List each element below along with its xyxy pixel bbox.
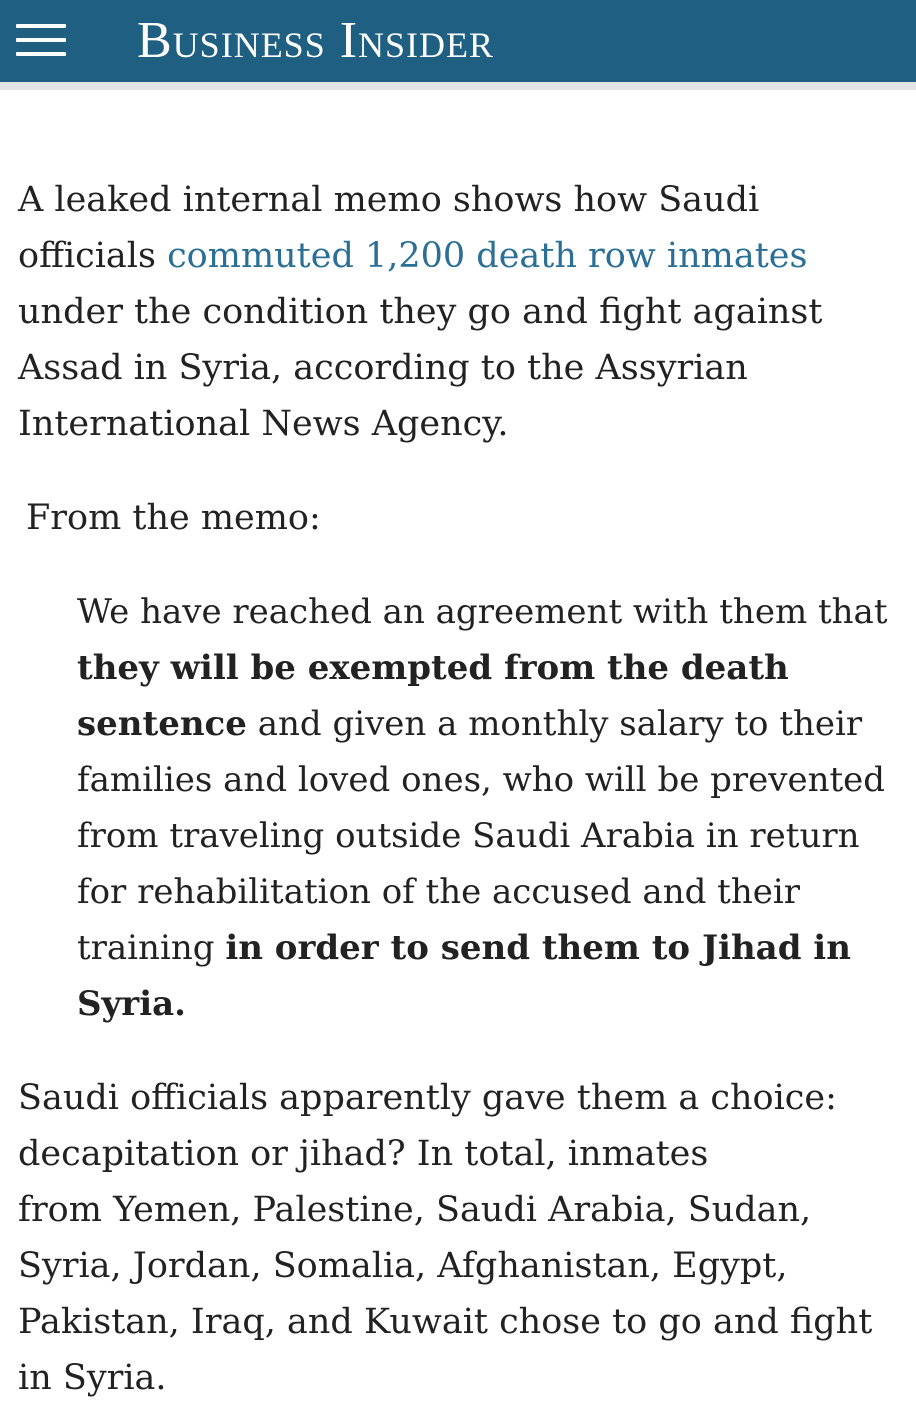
memo-intro: From the memo:: [26, 498, 321, 538]
hamburger-menu-icon[interactable]: [16, 20, 66, 60]
quote-bold-text: in order to send them to Jihad in Syria.: [77, 928, 851, 1024]
article-paragraph: [18, 172, 898, 452]
menu-line: [16, 38, 66, 42]
menu-line: [16, 52, 66, 56]
header-divider: [0, 82, 916, 90]
menu-line: [16, 24, 66, 28]
commuted-inmates-link[interactable]: commuted 1,200 death row inmates: [167, 236, 808, 276]
article-body: [18, 172, 898, 1406]
site-logo[interactable]: Business Insider: [137, 12, 495, 69]
memo-quote: [18, 584, 898, 1032]
site-header: [0, 0, 916, 82]
quote-text: and given a monthly salary to their families and loved ones, who will be prevented from traveling outside Saudi Arabia in return for rehabilitation of the accused and their training: [77, 704, 886, 968]
article-paragraph: [18, 1070, 898, 1406]
paragraph-text: from Yemen, Palestine, Saudi Arabia, Sudan, Syria, Jordan, Somalia, Afghanistan, Egypt, Pakistan, Iraq, and Kuwait chose to go and fight in Syria.: [18, 1190, 873, 1398]
paragraph-text: under the condition they go and fight against Assad in Syria, according to the Assyrian International News Agency.: [18, 292, 823, 444]
paragraph-text: Saudi officials apparently gave them a choice: decapitation or jihad? In total, inmates: [18, 1078, 837, 1174]
quote-bold-text: they will be exempted from the death sentence: [77, 648, 789, 744]
paragraph-text: A leaked internal memo shows how Saudi officials: [18, 180, 760, 276]
quote-text: We have reached an agreement with them that: [77, 592, 888, 632]
